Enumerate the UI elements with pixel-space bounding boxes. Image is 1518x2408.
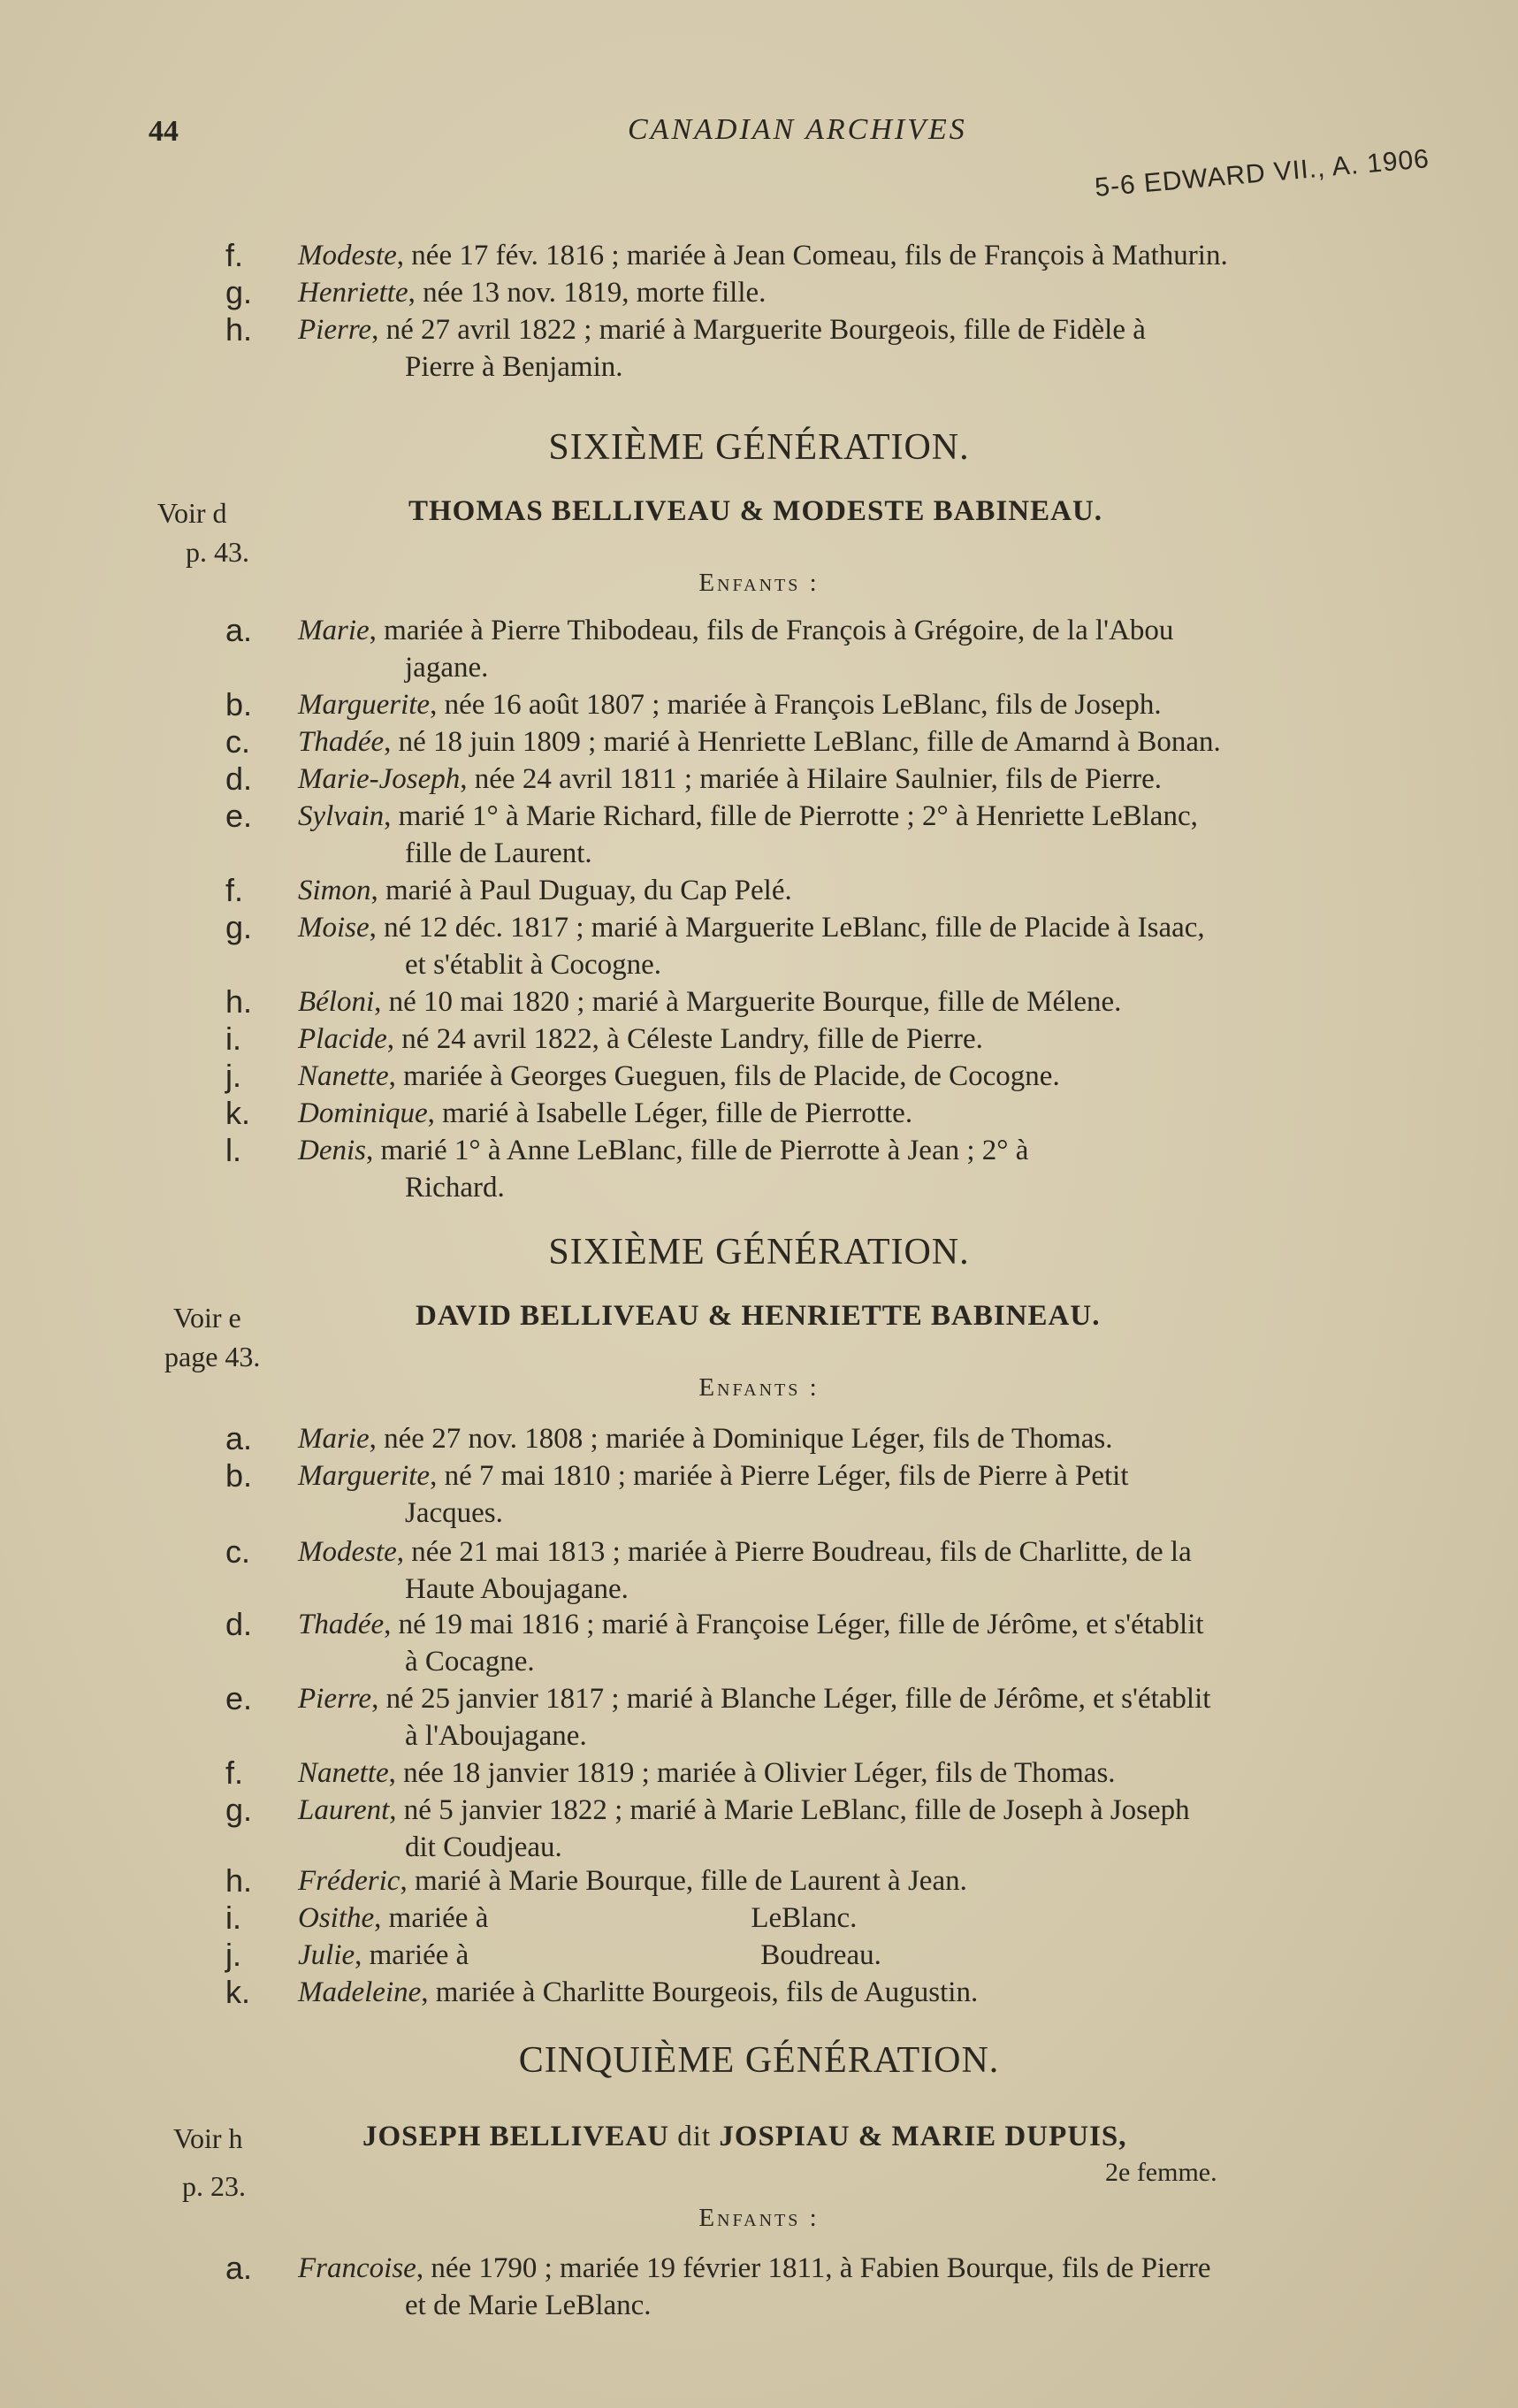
couple-names: DAVID BELLIVEAU & HENRIETTE BABINEAU.: [416, 1300, 1101, 1332]
section-heading: SIXIÈME GÉNÉRATION.: [548, 1232, 970, 1273]
page-number: 44: [149, 115, 179, 148]
document-page: 44 CANADIAN ARCHIVES 5-6 EDWARD VII., A. 1906 f. Modeste, née 17 fév. 1816 ; mariée à Jean Comeau, fils de François à Mathurin. g. Henriette, née 13 nov. 1819, morte fille. h. Pierre, né 27 avril 1822 ; marié à Marguerite Bourgeois, fille de Fidèle à Pierre à Benjamin. SIXIÈME GÉNÉRATION. Voir d p. 43. THOMAS BELLIVEAU & MODESTE BABINEAU. Enfants : a. Marie, mariée à Pierre Thibodeau, fils de François à Grégoire, de la l'Abou jagane. b. Marguerite, née 16 août 1807 ; mariée à François LeBlanc, fils de Joseph. c. Thadée, né 18 juin 1809 ; marié à Henriette LeBlanc, fille de Amarnd à Bonan. d. Marie-Joseph, née 24 avril 1811 ; mariée à Hilaire Saulnier, fils de Pierre. e. Sylvain, marié 1° à Marie Richard, fille de Pierrotte ; 2° à Henriette LeBlanc, fille de Laurent. f. Simon, marié à Paul Duguay, du Cap Pelé. g. Moise, né 12 déc. 1817 ; marié à Marguerite LeBlanc, fille de Placide à Isaac, et s'établit à Cocogne. h. Béloni, né 10 mai 1820 ; marié à Marguerite Bourque, fille de Mélene. i. Placide, né 24 avril 1822, à Céleste Landry, fille de Pierre. j. Nanette, mariée à Georges Gueguen, fils de Placide, de Cocogne. k. Dominique, marié à Isabelle Léger, fille de Pierrotte. l. Denis, marié 1° à Anne LeBlanc, fille de Pierrotte à Jean ; 2° à Richard. SIXIÈME GÉNÉRATION. Voir e page 43. DAVID BELLIVEAU & HENRIETTE BABINEAU. Enfants : a. Marie, née 27 nov. 1808 ; mariée à Dominique Léger, fils de Thomas. b. Marguerite, né 7 mai 1810 ; mariée à Pierre Léger, fils de Pierre à Petit Jacques. c. Modeste, née 21 mai 1813 ; mariée à Pierre Boudreau, fils de Charlitte, de la Haute Aboujagane. d. Thadée, né 19 mai 1816 ; marié à Françoise Léger, fille de Jérôme, et s'établit à Cocagne. e. Pierre, né 25 janvier 1817 ; marié à Blanche Léger, fille de Jérôme, et s'établit à l'Aboujagane. f. Nanette, née 18 janvier 1819 ; mariée à Olivier Léger, fils de Thomas. g. Laurent, né 5 janvier 1822 ; marié à Marie LeBlanc, fille de Joseph à Joseph dit Coudjeau. h. Fréderic, marié à Marie Bourque, fille de Laurent à Jean. i. Osithe, mariée à LeBlanc. j. Julie, mariée à Boudreau. k. Madeleine, mariée à Charlitte Bourgeois, fils de Augustin. CINQUIÈME GÉNÉRATION. Voir h p. 23. JOSEPH BELLIVEAU dit JOSPIAU & MARIE DUPUIS, 2e femme. Enfants : a. Francoise, née 1790 ; mariée 19 février 1811, à Fabien Bourque, fils de Pierre et de Marie LeBlanc.: [0, 0, 1518, 2408]
section-heading: CINQUIÈME GÉNÉRATION.: [518, 2040, 1000, 2081]
couple-names: THOMAS BELLIVEAU & MODESTE BABINEAU.: [408, 495, 1103, 527]
section-heading: SIXIÈME GÉNÉRATION.: [548, 427, 970, 468]
cross-reference: Voir d p. 43.: [157, 497, 249, 568]
enfants-label: Enfants :: [698, 1373, 820, 1402]
enfants-label: Enfants :: [698, 2204, 820, 2232]
edition-label: 5-6 EDWARD VII., A. 1906: [1094, 144, 1431, 203]
couple-names: JOSEPH BELLIVEAU dit JOSPIAU & MARIE DUPUIS,: [362, 2121, 1127, 2152]
running-title: CANADIAN ARCHIVES: [628, 113, 967, 146]
cross-reference: Voir h p. 23.: [173, 2122, 246, 2202]
cross-reference: Voir e page 43.: [164, 1302, 261, 1372]
femme-note: 2e femme.: [1105, 2158, 1217, 2187]
enfants-label: Enfants :: [698, 569, 820, 597]
